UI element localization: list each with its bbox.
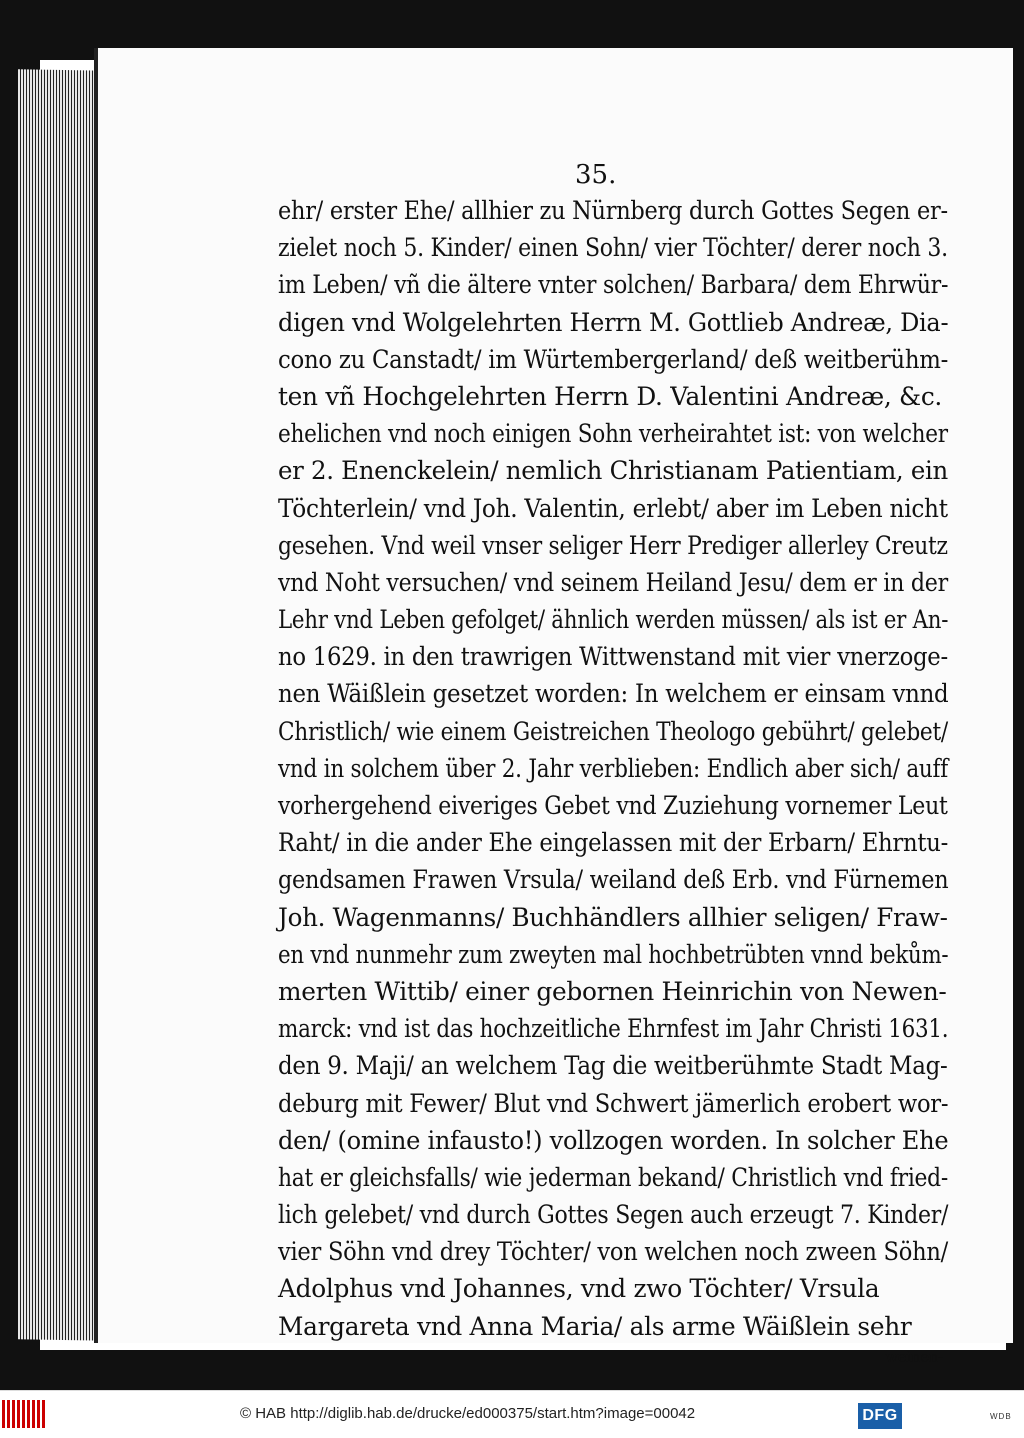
catchword: weinen-	[885, 1347, 943, 1366]
text-line: Joh. Wagenmanns/ Buchhändlers allhier seligen/ Fraw-	[278, 902, 948, 932]
text-line: Adolphus vnd Johannes, vnd zwo Töchter/ Vrsula	[278, 1274, 880, 1304]
citation-link[interactable]: © HAB http://diglib.hab.de/drucke/ed000375/start.htm?image=00042	[240, 1405, 696, 1422]
text-line: no 1629. in den trawrigen Wittwenstand mit vier vnerzoge-	[278, 642, 948, 672]
dfg-logo[interactable]: DFG	[858, 1403, 902, 1429]
text-line: nen Wäißlein gesetzet worden: In welchem er einsam vnnd	[278, 679, 949, 709]
text-line: ten vñ Hochgelehrten Herrn D. Valentini Andreæ, &c.	[278, 381, 943, 411]
page-number: 35.	[575, 160, 617, 190]
text-line: Töchterlein/ vnd Joh. Valentin, erlebt/ aber im Leben nicht	[278, 493, 948, 523]
text-line: gesehen. Vnd weil vnser seliger Herr Prediger allerley Creutz	[278, 530, 948, 560]
text-line: im Leben/ vñ die ältere vnter solchen/ Barbara/ dem Ehrwür-	[278, 270, 949, 300]
text-line: digen vnd Wolgelehrten Herrn M. Gottlieb Andreæ, Dia-	[278, 307, 949, 337]
text-line: er 2. Enenckelein/ nemlich Christianam Patientiam, ein	[278, 456, 948, 486]
text-line: ehelichen vnd noch einigen Sohn verheirahtet ist: von welcher	[278, 419, 948, 449]
text-line: gendsamen Frawen Vrsula/ weiland deß Erb. vnd Fürnemen	[278, 865, 949, 895]
text-line: zielet noch 5. Kinder/ einen Sohn/ vier Töchter/ derer noch 3.	[278, 233, 948, 263]
text-line: merten Wittib/ einer gebornen Heinrichin von Newen-	[278, 976, 947, 1006]
text-line: den 9. Maji/ an welchem Tag die weitberühmte Stadt Mag-	[278, 1051, 948, 1081]
text-line: vier Söhn vnd drey Töchter/ von welchen noch zween Söhn/	[278, 1237, 948, 1267]
text-line: Christlich/ wie einem Geistreichen Theologo gebührt/ gelebet/	[278, 716, 948, 746]
text-line: cono zu Canstadt/ im Würtembergerland/ deß weitberühm-	[278, 344, 949, 374]
text-line: en vnd nunmehr zum zweyten mal hochbetrübten vnnd bekům-	[278, 939, 949, 969]
book-page-edges	[18, 69, 108, 1341]
text-line: lich gelebet/ vnd durch Gottes Segen auch erzeugt 7. Kinder/	[278, 1200, 949, 1230]
text-line: Lehr vnd Leben gefolget/ ähnlich werden müssen/ als ist er An-	[278, 605, 949, 635]
text-line: Raht/ in die ander Ehe eingelassen mit der Erbarn/ Ehrntu-	[278, 828, 949, 858]
text-line: vnd Noht versuchen/ vnd seinem Heiland Jesu/ dem er in der	[278, 567, 948, 597]
text-line: vnd in solchem über 2. Jahr verblieben: Endlich aber sich/ auff	[278, 753, 948, 783]
text-line: den/ (omine infausto!) vollzogen worden. In solcher Ehe	[278, 1125, 949, 1155]
text-line: marck: vnd ist das hochzeitliche Ehrnfest im Jahr Christi 1631.	[278, 1014, 949, 1044]
text-line: vorhergehend eiveriges Gebet vnd Zuziehung vornemer Leut	[278, 791, 948, 820]
page-text-block	[278, 192, 953, 1369]
text-line: hat er gleichsfalls/ wie jederman bekand/ Christlich vnd fried-	[278, 1162, 948, 1192]
text-line: ehr/ erster Ehe/ allhier zu Nürnberg durch Gottes Segen er-	[278, 196, 948, 225]
wdb-label: WDB	[990, 1412, 1012, 1421]
text-line: Margareta vnd Anna Maria/ als arme Wäißlein sehr	[278, 1311, 912, 1341]
text-line: deburg mit Fewer/ Blut vnd Schwert jämerlich erobert wor-	[278, 1088, 949, 1118]
hab-barcode-logo[interactable]	[2, 1400, 50, 1430]
